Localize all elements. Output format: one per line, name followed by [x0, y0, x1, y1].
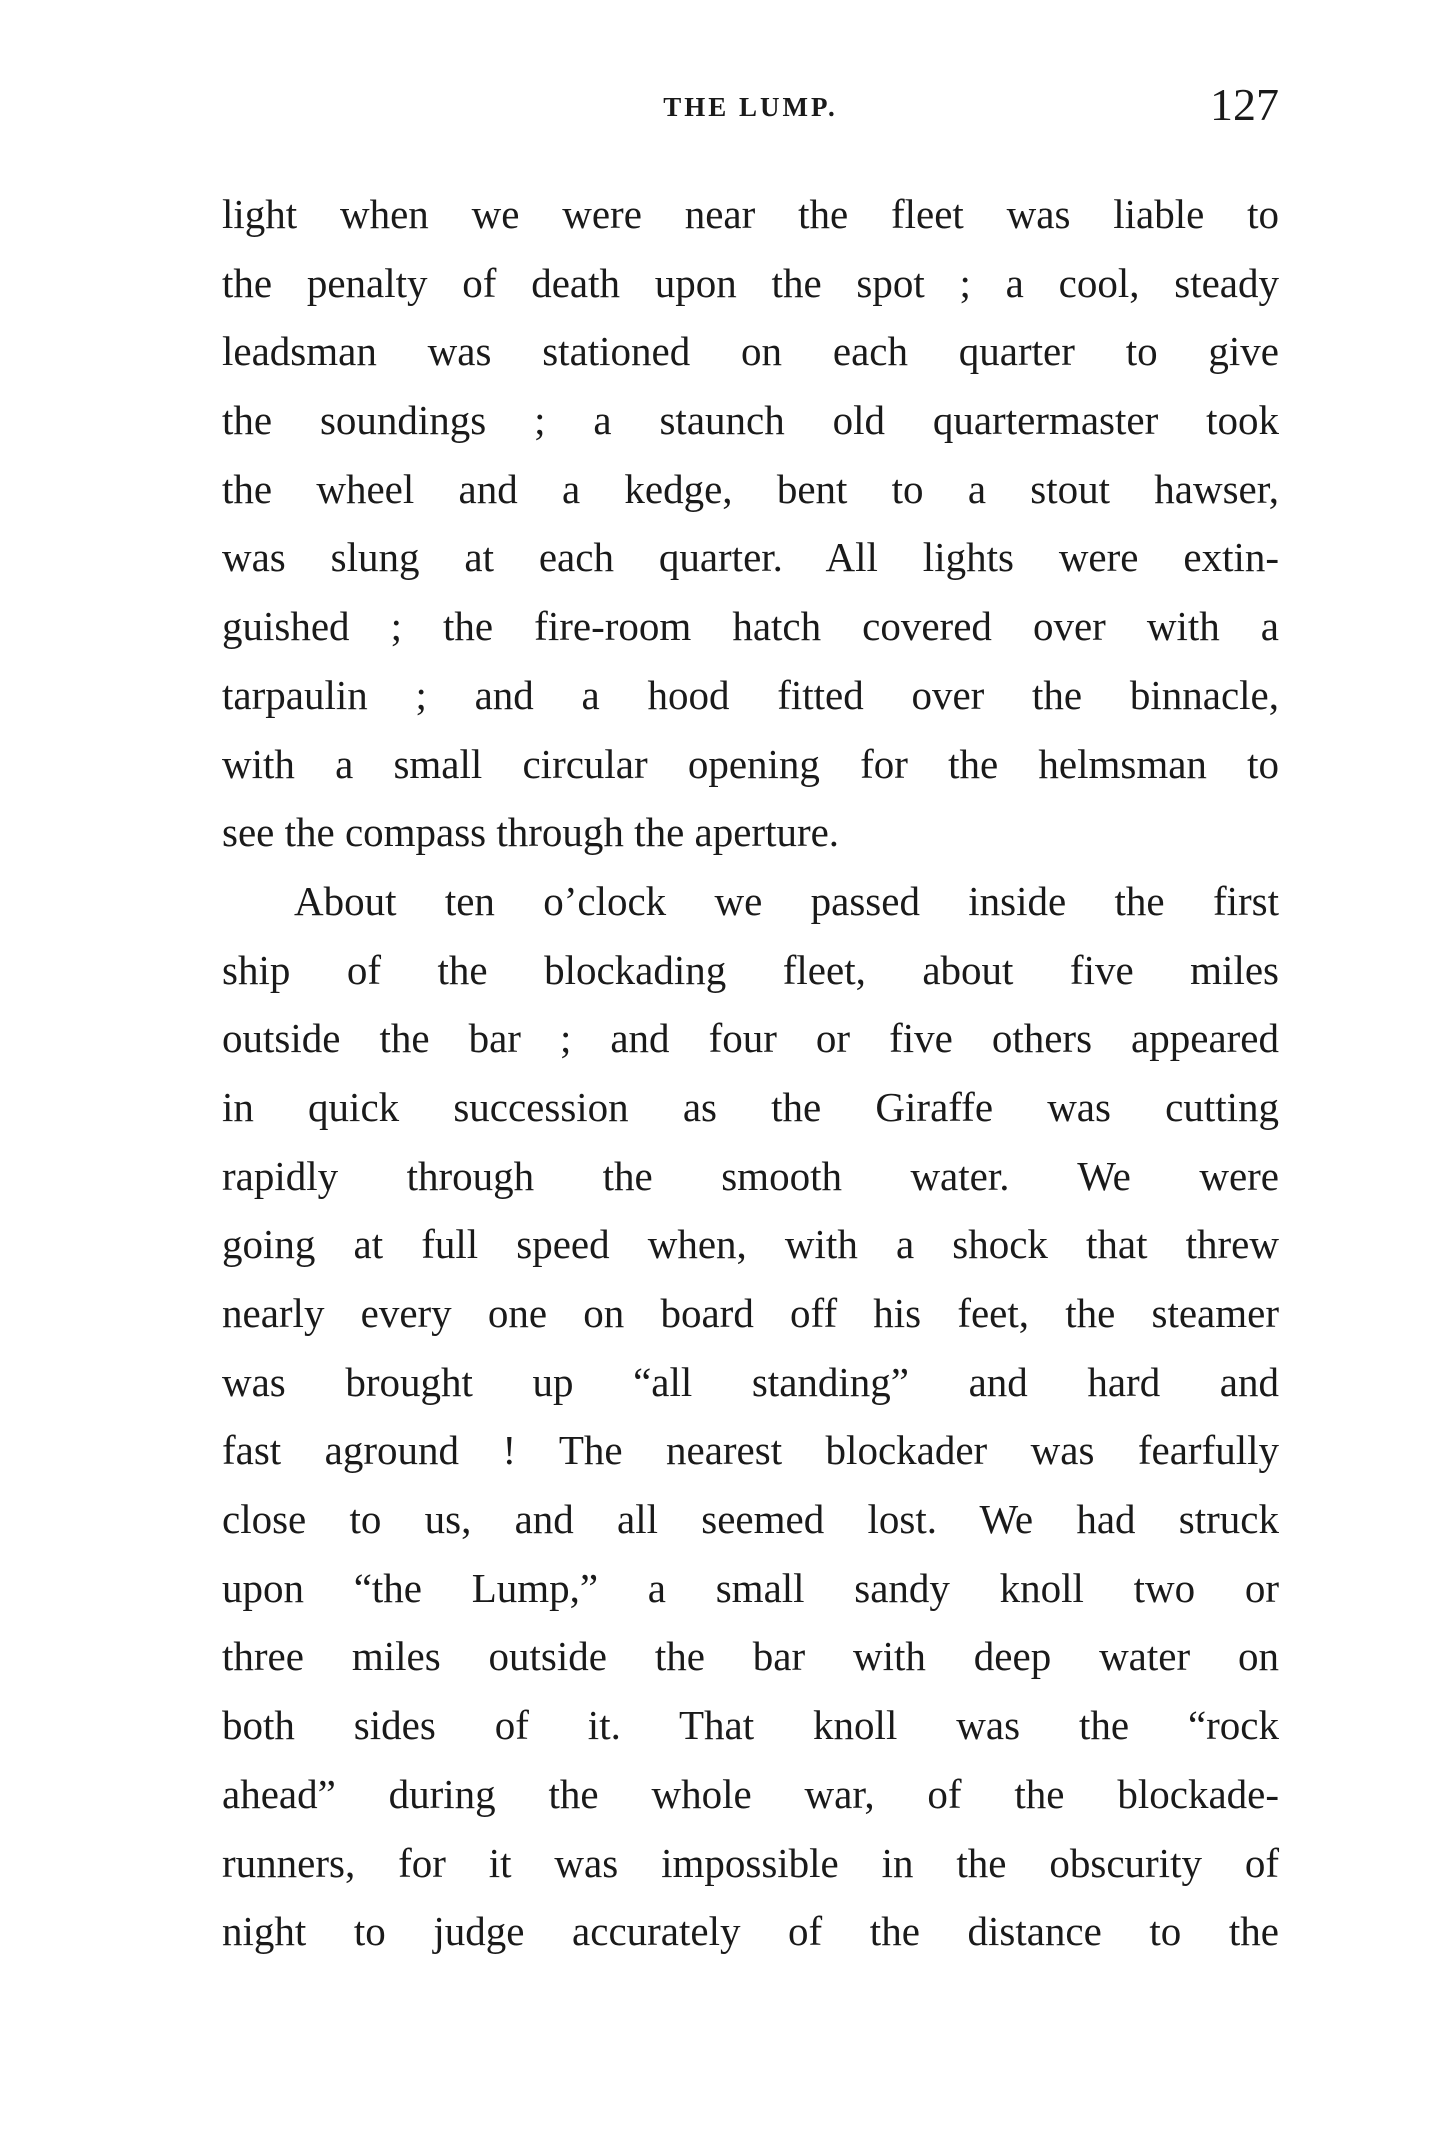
- text-line: three miles outside the bar with deep water on: [222, 1633, 1279, 1680]
- text-line: night to judge accurately of the distance to the: [222, 1908, 1279, 1955]
- text-line: ahead” during the whole war, of the blockade-: [222, 1770, 1279, 1817]
- text-line: nearly every one on board off his feet, the steamer: [222, 1290, 1279, 1336]
- text-line: runners, for it was impossible in the obscurity of: [222, 1839, 1279, 1886]
- text-line: leadsman was stationed on each quarter to give: [222, 328, 1279, 375]
- text-line: the wheel and a kedge, bent to a stout hawser,: [222, 465, 1279, 512]
- text-line: guished ; the fire-room hatch covered over with a: [222, 603, 1279, 650]
- text-line: tarpaulin ; and a hood fitted over the binnacle,: [222, 671, 1279, 718]
- text-line: close to us, and all seemed lost. We had struck: [222, 1496, 1279, 1543]
- text-line: was brought up “all standing” and hard and: [222, 1358, 1279, 1405]
- text-line: in quick succession as the Giraffe was cutting: [222, 1083, 1279, 1130]
- text-line: upon “the Lump,” a small sandy knoll two or: [222, 1564, 1279, 1611]
- text-line: the penalty of death upon the spot ; a cool, steady: [222, 259, 1279, 306]
- text-line: was slung at each quarter. All lights were extin-: [222, 534, 1279, 581]
- text-line: outside the bar ; and four or five others appeared: [222, 1015, 1279, 1062]
- running-title: THE LUMP.: [663, 92, 838, 122]
- text-line: both sides of it. That knoll was the “rock: [222, 1702, 1279, 1749]
- body-text: [222, 180, 1279, 1966]
- paragraph-start-line: About ten o’clock we passed inside the first: [294, 877, 1279, 924]
- text-line: ship of the blockading fleet, about five miles: [222, 946, 1279, 993]
- text-line: light when we were near the fleet was liable to: [222, 191, 1279, 237]
- text-line: rapidly through the smooth water. We were: [222, 1152, 1279, 1199]
- text-line: the soundings ; a staunch old quartermaster took: [222, 397, 1279, 444]
- text-line: fast aground ! The nearest blockader was fearfully: [222, 1427, 1279, 1474]
- text-line: going at full speed when, with a shock that threw: [222, 1221, 1279, 1268]
- paragraph-end-line: see the compass through the aperture.: [222, 809, 840, 856]
- page-header: [222, 78, 1279, 148]
- text-line: with a small circular opening for the helmsman to: [222, 740, 1279, 787]
- page-number: 127: [1210, 79, 1279, 130]
